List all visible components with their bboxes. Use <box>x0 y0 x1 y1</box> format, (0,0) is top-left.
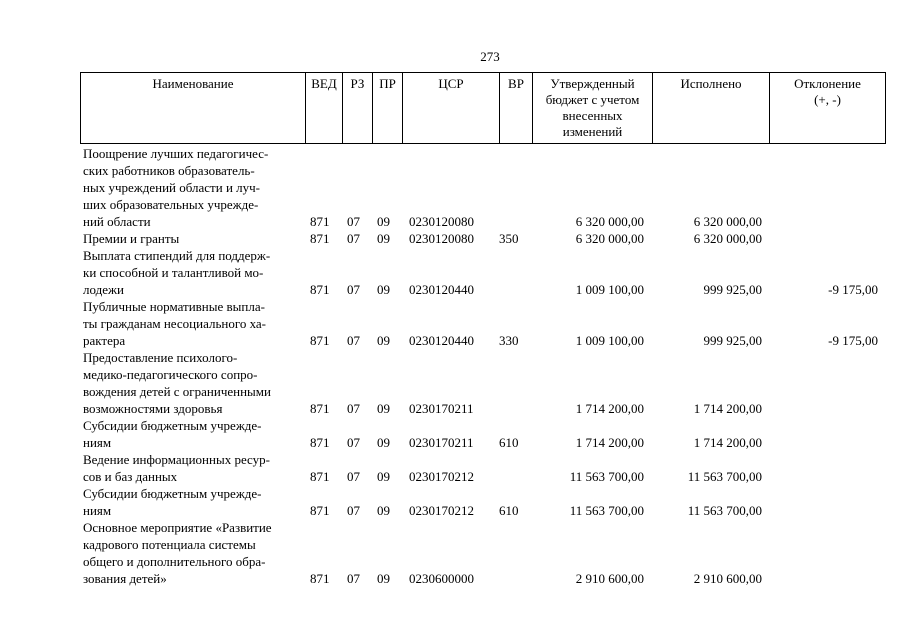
row-name-line: ки способной и талантливой мо- <box>83 265 264 280</box>
cell-executed: 11 563 700,00 <box>687 503 762 518</box>
header-approved-line: внесенных <box>562 108 623 123</box>
cell-pr: 09 <box>377 469 390 484</box>
header-vr-label: ВР <box>508 76 524 91</box>
cell-approved: 6 320 000,00 <box>575 214 644 229</box>
cell-ved: 871 <box>310 231 330 246</box>
cell-rz: 07 <box>347 571 360 586</box>
cell-csr: 0230170211 <box>409 435 474 450</box>
page-number: 273 <box>480 49 500 64</box>
row-name-line: ских работников образователь- <box>83 163 255 178</box>
header-approved-line: Утвержденный <box>550 76 635 91</box>
cell-pr: 09 <box>377 435 390 450</box>
row-name-line: Публичные нормативные выпла- <box>83 299 265 314</box>
row-name-line: Ведение информационных ресур- <box>83 452 270 467</box>
cell-rz: 07 <box>347 333 360 348</box>
cell-rz: 07 <box>347 282 360 297</box>
cell-ved: 871 <box>310 503 330 518</box>
row-name-line: Субсидии бюджетным учрежде- <box>83 486 262 501</box>
cell-rz: 07 <box>347 231 360 246</box>
cell-ved: 871 <box>310 401 330 416</box>
cell-csr: 0230170212 <box>409 469 474 484</box>
cell-pr: 09 <box>377 282 390 297</box>
cell-pr: 09 <box>377 231 390 246</box>
cell-approved: 1 714 200,00 <box>575 435 644 450</box>
cell-ved: 871 <box>310 282 330 297</box>
cell-deviation: -9 175,00 <box>828 333 878 348</box>
cell-rz: 07 <box>347 469 360 484</box>
header-csr-label: ЦСР <box>438 76 464 91</box>
row-name-line: ниям <box>83 435 112 450</box>
cell-rz: 07 <box>347 503 360 518</box>
header-approved <box>532 73 652 143</box>
row-name-line: Субсидии бюджетным учрежде- <box>83 418 262 433</box>
cell-executed: 999 925,00 <box>703 333 762 348</box>
header-deviation <box>769 73 885 143</box>
row-name-line: общего и дополнительного обра- <box>83 554 266 569</box>
cell-approved: 1 714 200,00 <box>575 401 644 416</box>
row-name-line: Основное мероприятие «Развитие <box>83 520 272 535</box>
row-name-line: Поощрение лучших педагогичес- <box>83 146 269 161</box>
table-header <box>80 72 886 144</box>
row-name-line: Предоставление психолого- <box>83 350 238 365</box>
cell-rz: 07 <box>347 214 360 229</box>
cell-pr: 09 <box>377 571 390 586</box>
cell-ved: 871 <box>310 571 330 586</box>
header-name-label: Наименование <box>152 76 234 91</box>
row-name-line: Премии и гранты <box>83 231 180 246</box>
row-name-line: сов и баз данных <box>83 469 178 484</box>
cell-csr: 0230120440 <box>409 333 474 348</box>
row-name-line: ных учреждений области и луч- <box>83 180 261 195</box>
cell-executed: 6 320 000,00 <box>693 214 762 229</box>
cell-executed: 1 714 200,00 <box>693 401 762 416</box>
cell-executed: 2 910 600,00 <box>693 571 762 586</box>
cell-pr: 09 <box>377 333 390 348</box>
header-pr <box>372 73 402 143</box>
row-name-line: зования детей» <box>83 571 167 586</box>
cell-ved: 871 <box>310 214 330 229</box>
row-name-line: ты гражданам несоциального ха- <box>83 316 267 331</box>
header-approved-line: бюджет с учетом <box>545 92 640 107</box>
row-name-line: рактера <box>83 333 126 348</box>
header-rz <box>342 73 372 143</box>
cell-rz: 07 <box>347 435 360 450</box>
cell-executed: 1 714 200,00 <box>693 435 762 450</box>
row-name-line: лодежи <box>83 282 124 297</box>
header-pr-label: ПР <box>379 76 396 91</box>
header-vr <box>499 73 532 143</box>
cell-csr: 0230120440 <box>409 282 474 297</box>
header-executed-label: Исполнено <box>680 76 742 91</box>
row-name-line: возможностями здоровья <box>83 401 223 416</box>
cell-csr: 0230600000 <box>409 571 474 586</box>
header-ved-label: ВЕД <box>311 76 337 91</box>
header-deviation-line: (+, -) <box>814 92 841 107</box>
cell-rz: 07 <box>347 401 360 416</box>
header-executed <box>652 73 769 143</box>
cell-approved: 11 563 700,00 <box>569 469 644 484</box>
cell-pr: 09 <box>377 214 390 229</box>
header-ved <box>305 73 342 143</box>
cell-approved: 11 563 700,00 <box>569 503 644 518</box>
header-csr <box>402 73 499 143</box>
cell-approved: 1 009 100,00 <box>575 282 644 297</box>
cell-ved: 871 <box>310 333 330 348</box>
row-name-line: ших образовательных учрежде- <box>83 197 259 212</box>
header-rz-label: РЗ <box>350 76 365 91</box>
cell-approved: 1 009 100,00 <box>575 333 644 348</box>
cell-executed: 11 563 700,00 <box>687 469 762 484</box>
cell-approved: 6 320 000,00 <box>575 231 644 246</box>
cell-deviation: -9 175,00 <box>828 282 878 297</box>
cell-executed: 6 320 000,00 <box>693 231 762 246</box>
cell-vr: 350 <box>499 231 519 246</box>
row-name-line: кадрового потенциала системы <box>83 537 256 552</box>
cell-vr: 610 <box>499 435 519 450</box>
row-name-line: ний области <box>83 214 151 229</box>
cell-csr: 0230120080 <box>409 214 474 229</box>
row-name-line: медико-педагогического сопро- <box>83 367 258 382</box>
cell-pr: 09 <box>377 401 390 416</box>
row-name-line: ниям <box>83 503 112 518</box>
row-name-line: вождения детей с ограниченными <box>83 384 271 399</box>
cell-vr: 330 <box>499 333 519 348</box>
cell-ved: 871 <box>310 469 330 484</box>
cell-csr: 0230170212 <box>409 503 474 518</box>
cell-csr: 0230170211 <box>409 401 474 416</box>
header-name <box>81 73 305 143</box>
header-approved-line: изменений <box>562 124 623 139</box>
header-deviation-line: Отклонение <box>794 76 861 91</box>
cell-approved: 2 910 600,00 <box>575 571 644 586</box>
cell-vr: 610 <box>499 503 519 518</box>
row-name-line: Выплата стипендий для поддерж- <box>83 248 271 263</box>
cell-csr: 0230120080 <box>409 231 474 246</box>
cell-pr: 09 <box>377 503 390 518</box>
cell-ved: 871 <box>310 435 330 450</box>
cell-executed: 999 925,00 <box>703 282 762 297</box>
